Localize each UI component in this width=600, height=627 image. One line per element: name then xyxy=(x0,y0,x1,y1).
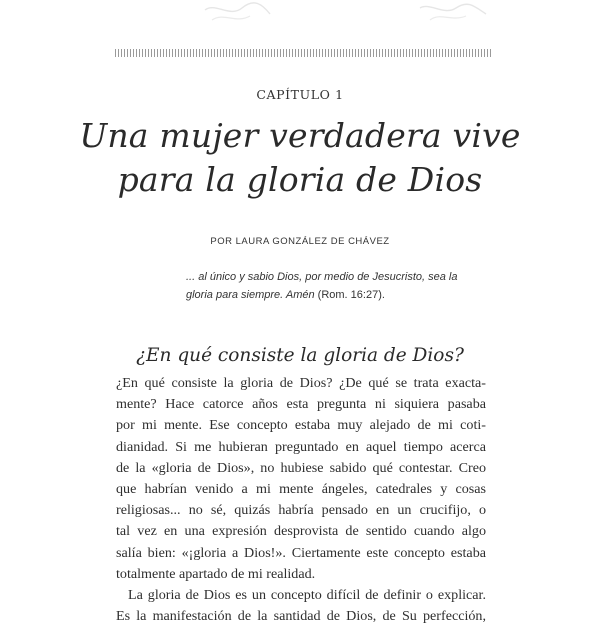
top-ornament-decoration xyxy=(0,0,600,30)
chapter-label: CAPÍTULO 1 xyxy=(256,87,344,102)
body-text xyxy=(116,373,486,627)
chapter-title-line-2: para la gloria de Dios xyxy=(117,160,483,199)
author-byline: POR LAURA GONZÁLEZ DE CHÁVEZ xyxy=(210,236,390,247)
epigraph-line-2: gloria para siempre. Amén (Rom. 16:27). xyxy=(186,289,385,301)
body-line: La gloria de Dios es un concepto difícil de definir o explicar. xyxy=(128,587,486,604)
body-line: salía bien: «¡gloria a Dios!». Ciertamente este concepto estaba xyxy=(116,544,486,561)
body-line: totalmente apartado de mi realidad. xyxy=(116,565,316,582)
body-line: mente? Hace catorce años esta pregunta ni siquiera pasaba xyxy=(116,396,486,413)
body-line: que habrían venido a mi mente ángeles, catedrales y cosas xyxy=(116,481,486,498)
chapter-title-line-1: Una mujer verdadera vive xyxy=(79,116,521,155)
body-line: por mi mente. Ese concepto estaba muy alejado de mi coti- xyxy=(116,417,486,434)
section-heading: ¿En qué consiste la gloria de Dios? xyxy=(136,345,464,366)
body-line: tal vez en una expresión desprovista de sentido cuando algo xyxy=(116,523,486,540)
body-line: de la «gloria de Dios», no hubiese sabido qué contestar. Creo xyxy=(116,459,486,476)
decorative-rule xyxy=(115,49,491,57)
epigraph xyxy=(186,268,476,304)
body-line: Es la manifestación de la santidad de Dios, de Su perfección, xyxy=(116,608,486,625)
scripture-reference: (Rom. 16:27). xyxy=(314,289,385,301)
body-line: religiosas... no sé, quizás habría pensado en un crucifijo, o xyxy=(116,502,486,519)
body-line: dianidad. Si me hubieran preguntado en aquel tiempo acerca xyxy=(116,438,486,455)
body-line: ¿En qué consiste la gloria de Dios? ¿De qué se trata exacta- xyxy=(116,375,486,391)
epigraph-line-1: ... al único y sabio Dios, por medio de Jesucristo, sea la xyxy=(186,271,458,283)
chapter-title xyxy=(0,114,600,202)
